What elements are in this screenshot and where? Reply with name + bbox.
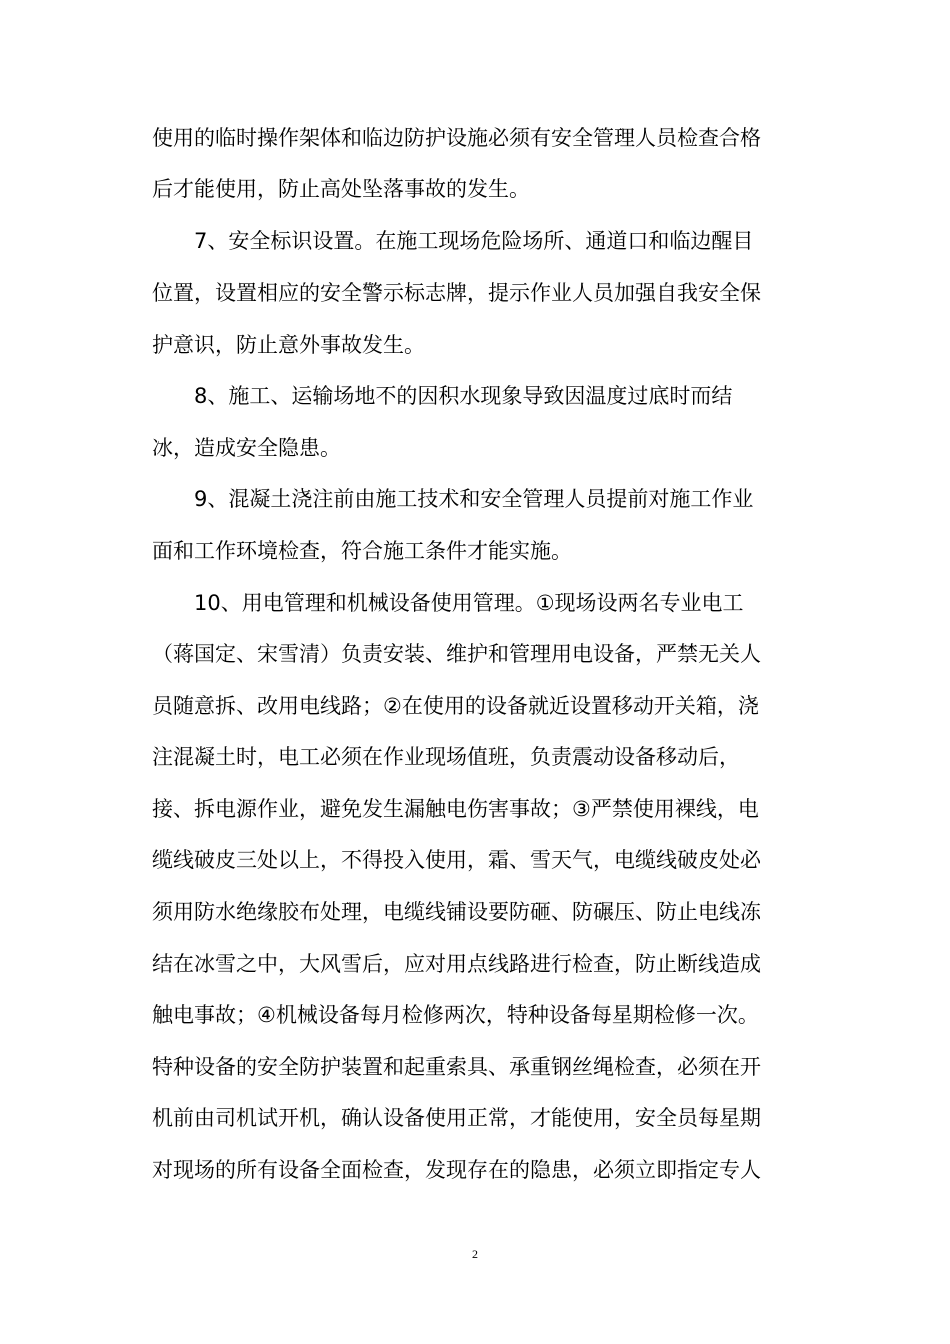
text-line: 机前由司机试开机，确认设备使用正常，才能使用，安全员每星期 (152, 1106, 761, 1130)
text-line: 位置，设置相应的安全警示标志牌，提示作业人员加强自我安全保 (152, 281, 761, 305)
text-line: 护意识，防止意外事故发生。 (152, 333, 425, 357)
page-number: 2 (472, 1247, 478, 1261)
text-line: 使用的临时操作架体和临边防护设施必须有安全管理人员检查合格 (152, 126, 761, 150)
text-line: 9、混凝土浇注前由施工技术和安全管理人员提前对施工作业 (194, 487, 754, 511)
text-line: 8、施工、运输场地不的因积水现象导致因温度过底时而结 (194, 384, 733, 408)
text-line: 10、用电管理和机械设备使用管理。①现场设两名专业电工 (194, 591, 744, 615)
text-line: 注混凝土时，电工必须在作业现场值班，负责震动设备移动后， (152, 745, 740, 769)
text-line: 须用防水绝缘胶布处理，电缆线铺设要防砸、防碾压、防止电线冻 (152, 900, 761, 924)
text-line: （蒋国定、宋雪清）负责安装、维护和管理用电设备，严禁无关人 (152, 642, 761, 666)
text-line: 面和工作环境检查，符合施工条件才能实施。 (152, 539, 572, 563)
text-line: 接、拆电源作业，避免发生漏触电伤害事故；③严禁使用裸线，电 (152, 797, 759, 821)
text-line: 7、安全标识设置。在施工现场危险场所、通道口和临边醒目 (194, 229, 754, 253)
text-line: 后才能使用，防止高处坠落事故的发生。 (152, 177, 530, 201)
text-line: 结在冰雪之中，大风雪后，应对用点线路进行检查，防止断线造成 (152, 952, 761, 976)
text-line: 冰，造成安全隐患。 (152, 436, 341, 460)
text-line: 对现场的所有设备全面检查，发现存在的隐患，必须立即指定专人 (152, 1158, 761, 1182)
text-line: 触电事故；④机械设备每月检修两次，特种设备每星期检修一次。 (152, 1003, 759, 1027)
text-line: 员随意拆、改用电线路；②在使用的设备就近设置移动开关箱，浇 (152, 694, 759, 718)
text-line: 缆线破皮三处以上，不得投入使用，霜、雪天气，电缆线破皮处必 (152, 848, 761, 872)
text-line: 特种设备的安全防护装置和起重索具、承重钢丝绳检查，必须在开 (152, 1055, 761, 1079)
